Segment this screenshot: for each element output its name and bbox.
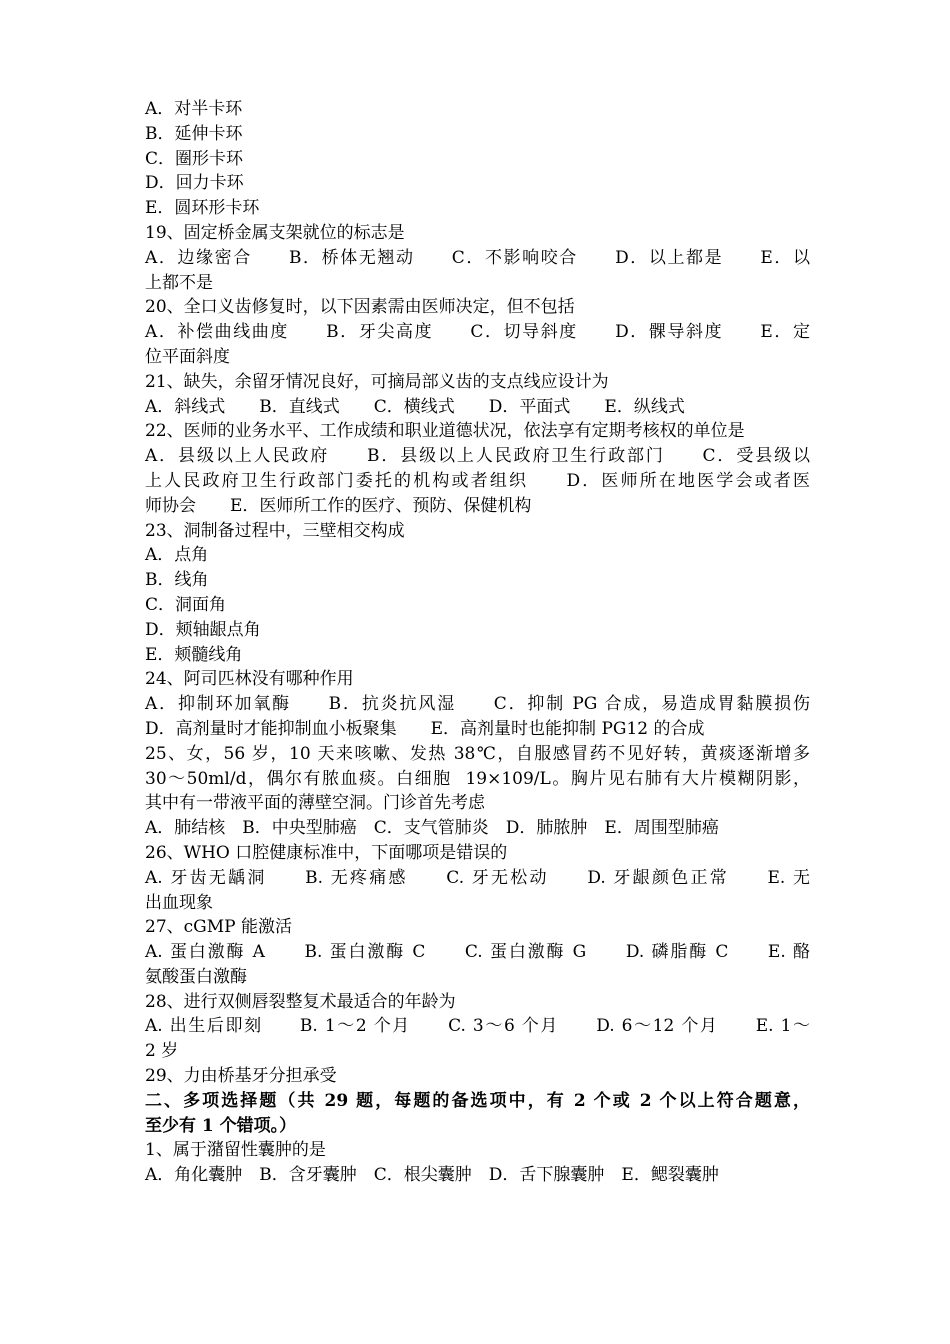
- options-line: A．肺结核 B．中央型肺癌 C．支气管肺炎 D．肺脓肿 E．周围型肺癌: [145, 818, 719, 839]
- question-25-cont: 30～50ml/d，偶尔有脓血痰。白细胞 19×109/L。胸片见右肺有大片模糊阴影，: [145, 768, 810, 789]
- option-line: E．颊髓线角: [145, 644, 243, 665]
- option-line: B．延伸卡环: [145, 123, 243, 144]
- option-line: D．回力卡环: [145, 173, 244, 194]
- question-27: 27、cGMP 能激活: [145, 917, 292, 938]
- question-25-cont: 其中有一带液平面的薄壁空洞。门诊首先考虑: [145, 793, 485, 814]
- question-24: 24、阿司匹林没有哪种作用: [145, 669, 354, 690]
- document-page: [145, 97, 810, 1188]
- options-line: 上人民政府卫生行政部门委托的机构或者组织 D．医师所在地医学会或者医: [145, 470, 810, 491]
- options-line: 出血现象: [145, 892, 213, 913]
- options-line: 位平面斜度: [145, 346, 230, 367]
- options-line: 师协会 E．医师所工作的医疗、预防、保健机构: [145, 495, 532, 516]
- question-20: 20、全口义齿修复时，以下因素需由医师决定，但不包括: [145, 297, 575, 318]
- options-line: A．斜线式 B．直线式 C．横线式 D．平面式 E．纵线式: [145, 396, 685, 417]
- question-28: 28、进行双侧唇裂整复术最适合的年龄为: [145, 991, 456, 1012]
- options-line: A．县级以上人民政府 B．县级以上人民政府卫生行政部门 C．受县级以: [145, 446, 810, 467]
- option-line: E．圆环形卡环: [145, 198, 260, 219]
- question-25: 25、女，56 岁，10 天来咳嗽、发热 38℃，自服感冒药不见好转，黄痰逐渐增多: [145, 743, 810, 764]
- options-line: 上都不是: [145, 272, 213, 293]
- section-heading-cont: 至少有 1 个错项。）: [145, 1115, 297, 1136]
- option-line: A．对半卡环: [145, 99, 243, 119]
- option-line: B．线角: [145, 570, 209, 591]
- options-line: 氨酸蛋白激酶: [145, 966, 247, 987]
- question-26: 26、WHO 口腔健康标准中，下面哪项是错误的: [145, 842, 508, 863]
- section-heading: 二、多项选择题（共 29 题，每题的备选项中，有 2 个或 2 个以上符合题意，: [145, 1090, 810, 1111]
- options-line: A. 出生后即刻 B. 1～2 个月 C. 3～6 个月 D. 6～12 个月 E. 1～: [145, 1016, 810, 1037]
- option-line: C．洞面角: [145, 594, 227, 615]
- options-line: D．高剂量时才能抑制血小板聚集 E．高剂量时也能抑制 PG12 的合成: [145, 718, 705, 739]
- question-22: 22、医师的业务水平、工作成绩和职业道德状况，依法享有定期考核权的单位是: [145, 421, 745, 442]
- option-line: C．圈形卡环: [145, 148, 244, 169]
- options-line: A．角化囊肿 B．含牙囊肿 C．根尖囊肿 D．舌下腺囊肿 E．鳃裂囊肿: [145, 1165, 719, 1186]
- option-line: D．颊轴龈点角: [145, 619, 261, 640]
- options-line: A．抑制环加氧酶 B．抗炎抗风湿 C．抑制 PG 合成，易造成胃黏膜损伤: [145, 694, 810, 715]
- question-29: 29、力由桥基牙分担承受: [145, 1066, 337, 1087]
- options-line: A. 牙齿无龋洞 B. 无疼痛感 C. 牙无松动 D. 牙龈颜色正常 E. 无: [145, 867, 810, 888]
- question-1: 1、属于潴留性囊肿的是: [145, 1140, 326, 1161]
- options-line: A. 蛋白激酶 A B. 蛋白激酶 C C. 蛋白激酶 G D. 磷脂酶 C E. 酪: [145, 942, 810, 963]
- question-23: 23、洞制备过程中，三壁相交构成: [145, 520, 405, 541]
- options-line: 2 岁: [145, 1041, 179, 1062]
- option-line: A．点角: [145, 545, 209, 566]
- question-21: 21、缺失，余留牙情况良好，可摘局部义齿的支点线应设计为: [145, 371, 609, 392]
- options-line: A．边缘密合 B．桥体无翘动 C．不影响咬合 D．以上都是 E．以: [145, 247, 810, 268]
- options-line: A．补偿曲线曲度 B．牙尖高度 C．切导斜度 D．髁导斜度 E．定: [145, 322, 810, 343]
- question-19: 19、固定桥金属支架就位的标志是: [145, 222, 405, 243]
